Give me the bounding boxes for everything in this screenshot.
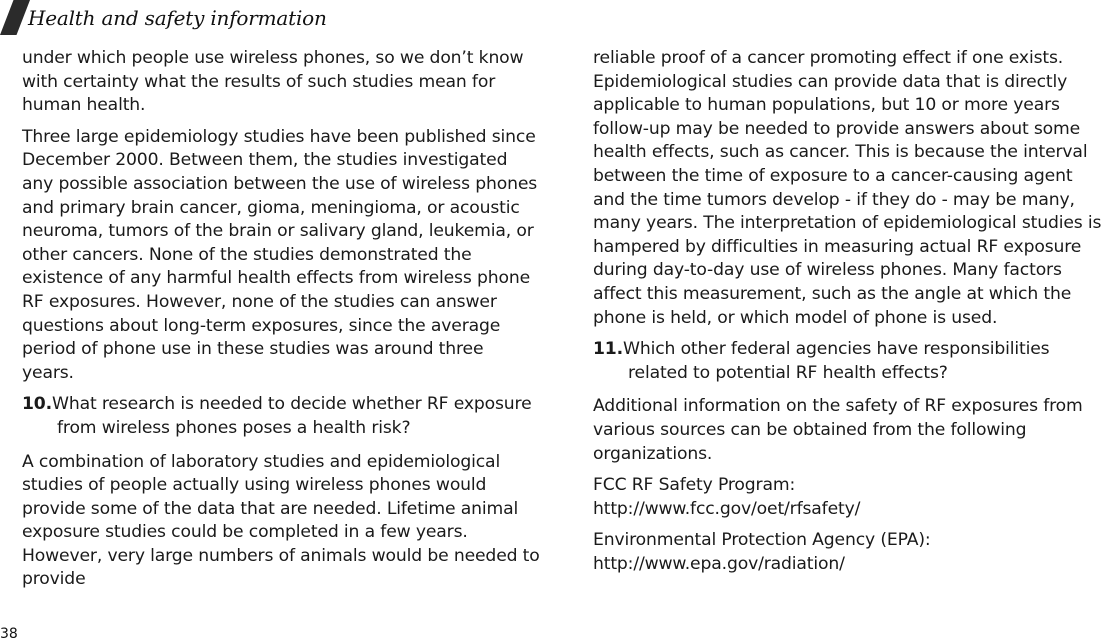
question-text: Which other federal agencies have responsibilities related to potential RF health effects? xyxy=(623,339,1050,383)
question-number: 11. xyxy=(593,339,623,360)
section-title: Health and safety information xyxy=(28,6,327,30)
contact-fcc xyxy=(593,474,1105,521)
epa-url: http://www.epa.gov/radiation/ xyxy=(593,553,845,574)
paragraph: A combination of laboratory studies and epidemiological studies of people actually using wireless phones would provide some of the data that are needed. Lifetime animal exposure studies could be completed in a few years. However, very large numbers of animals would be needed to provide xyxy=(22,451,540,590)
paragraph: under which people use wireless phones, so we don’t know with certainty what the results of such studies mean for human health. xyxy=(22,48,524,116)
paragraph: Additional information on the safety of RF exposures from various sources can be obtained from the following organizations. xyxy=(593,396,1083,464)
question-text: What research is needed to decide whether RF exposure from wireless phones poses a health risk? xyxy=(52,394,532,438)
left-column xyxy=(22,47,540,600)
paragraph: reliable proof of a cancer promoting effect if one exists. Epidemiological studies can provide data that is directly applicable to human populations, but 10 or more years follow-up may be needed to provide answers about some health effects, such as cancer. This is because the interval between the time of exposure to a cancer-causing agent and the time tumors develop - if they do - may be many, many years. The interpretation of epidemiological studies is hampered by difficulties in measuring actual RF exposure during day-to-day use of wireless phones. Many factors affect this measurement, such as the angle at which the phone is held, or which model of phone is used. xyxy=(593,48,1102,328)
paragraph: Three large epidemiology studies have been published since December 2000. Between them, the studies investigated any possible association between the use of wireless phones and primary brain cancer, gioma, meningioma, or acoustic neuroma, tumors of the brain or salivary gland, leukemia, or other cancers. None of the studies demonstrated the existence of any harmful health effects from wireless phone RF exposures. However, none of the studies can answer questions about long-term exposures, since the average period of phone use in these studies was around three years. xyxy=(22,126,538,383)
contact-epa xyxy=(593,529,1105,576)
header-tab-shape xyxy=(0,0,30,35)
page-number: 38 xyxy=(0,626,18,642)
epa-label: Environmental Protection Agency (EPA): xyxy=(593,530,931,551)
fcc-url: http://www.fcc.gov/oet/rfsafety/ xyxy=(593,498,861,519)
right-column xyxy=(593,47,1105,584)
question-number: 10. xyxy=(22,394,52,415)
question-11 xyxy=(593,338,1105,385)
fcc-label: FCC RF Safety Program: xyxy=(593,475,796,496)
page-header xyxy=(0,0,1105,38)
question-10 xyxy=(22,393,540,440)
